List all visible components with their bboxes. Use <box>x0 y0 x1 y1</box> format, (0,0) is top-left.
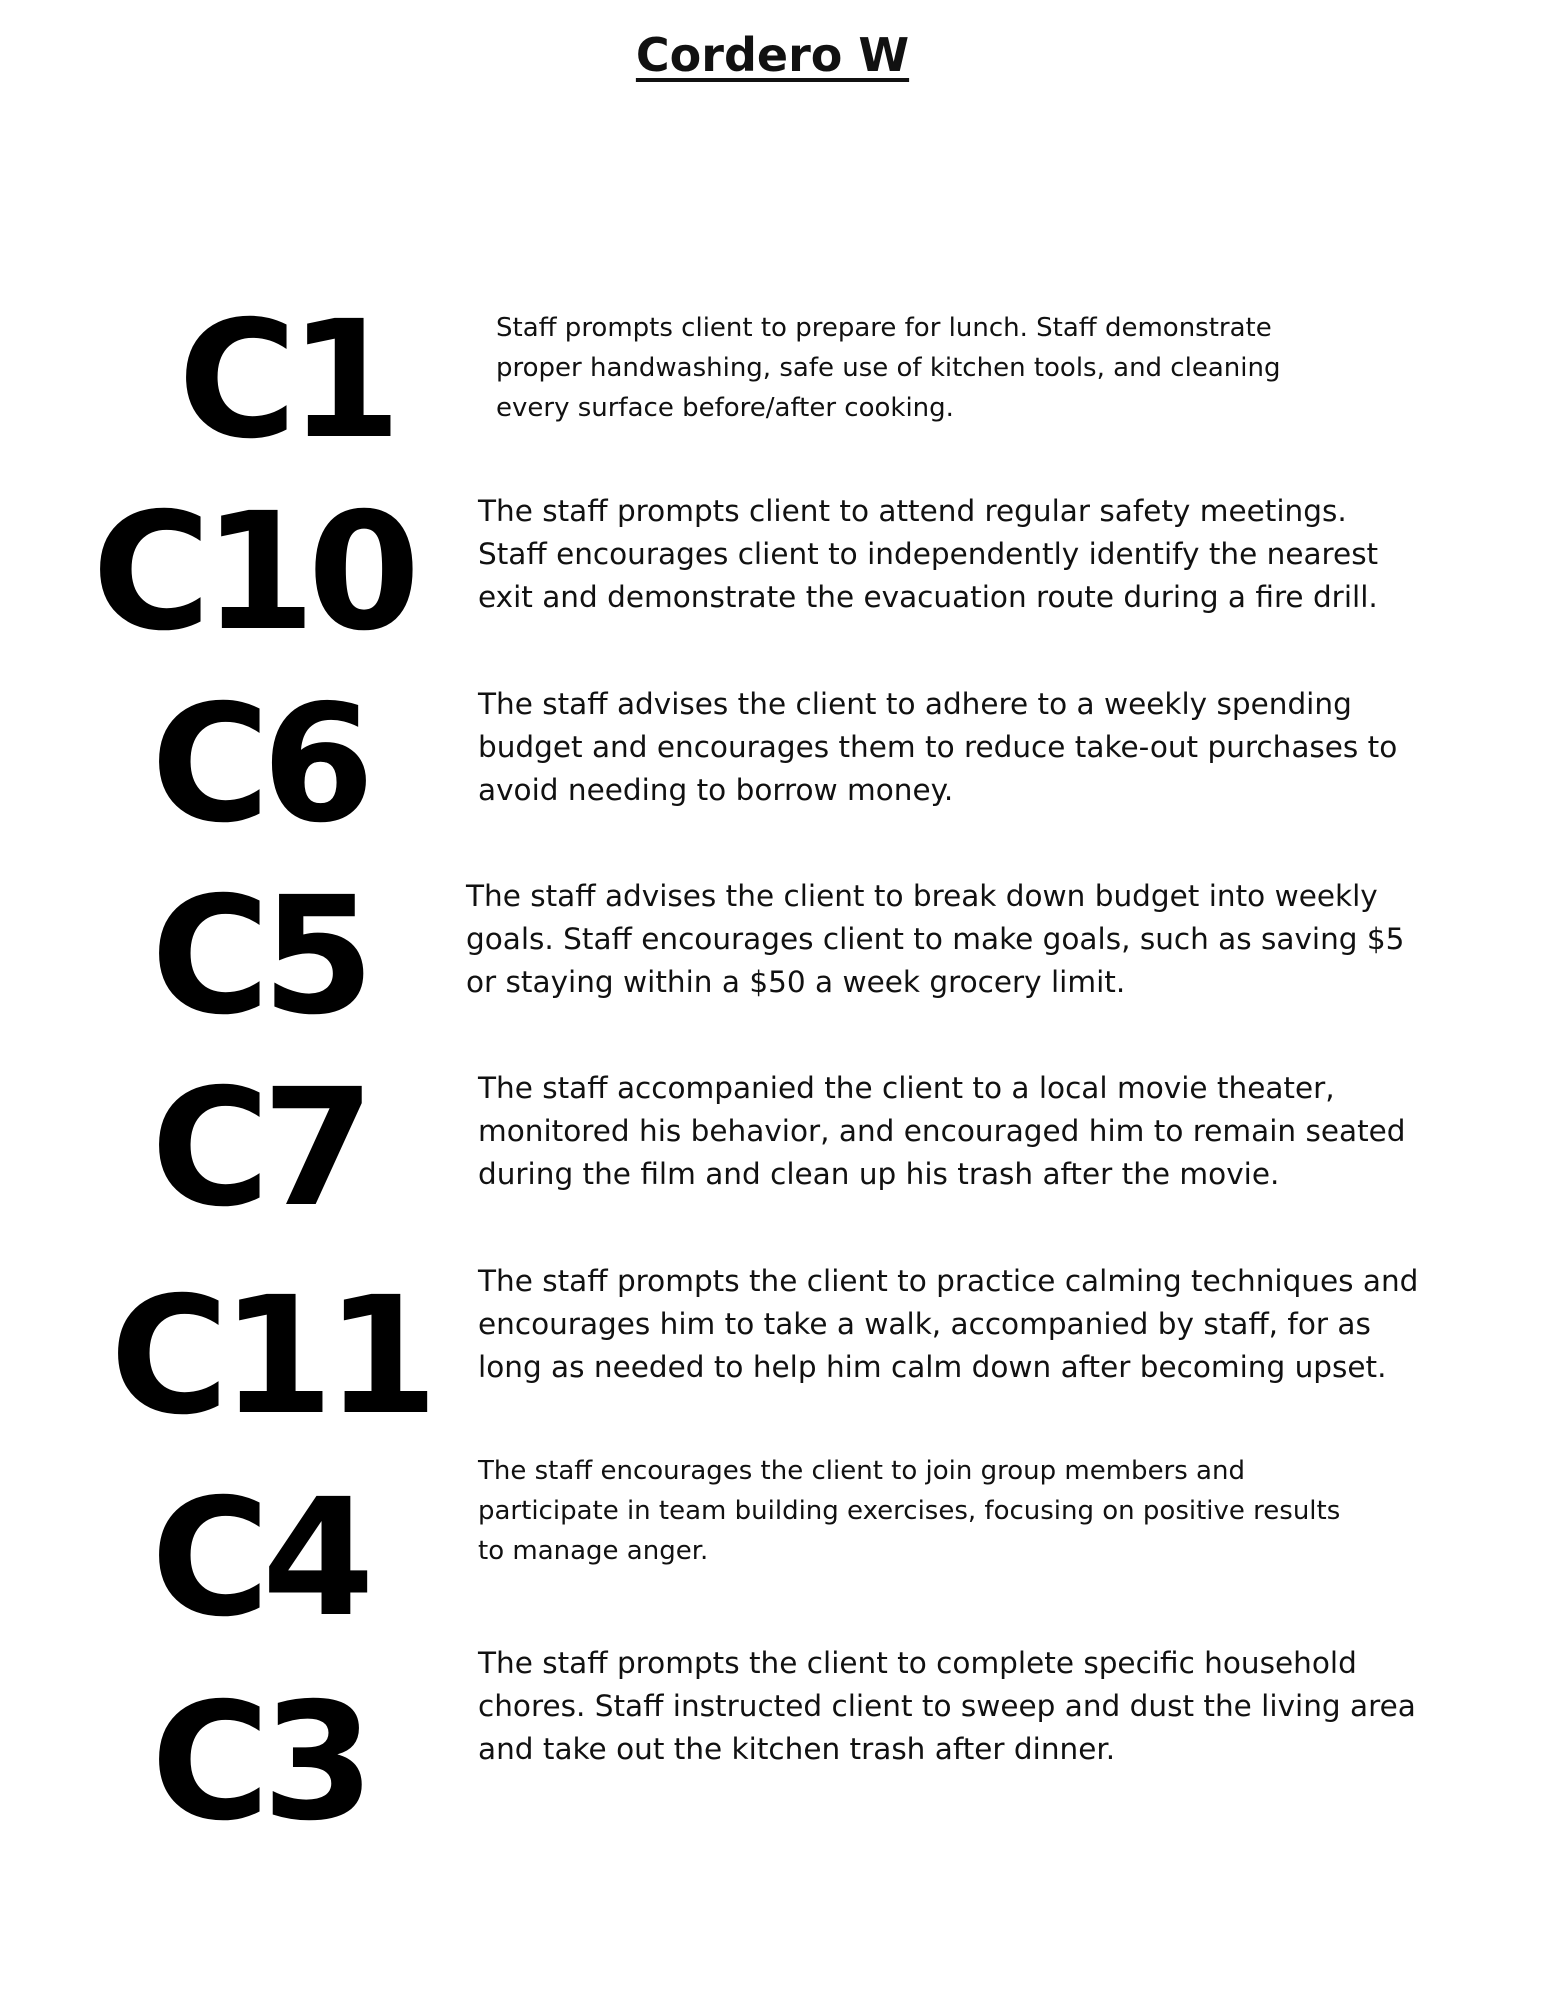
code-label-c3: C3 <box>151 1669 367 1857</box>
description-c4 <box>478 1451 1340 1571</box>
description-c6 <box>478 683 1397 812</box>
description-line: participate in team building exercises, focusing on positive results <box>478 1496 1341 1526</box>
description-c5 <box>466 875 1404 1004</box>
code-label-c7: C7 <box>151 1055 367 1243</box>
code-label-c6: C6 <box>151 671 367 859</box>
description-line: proper handwashing, safe use of kitchen tools, and cleaning <box>496 353 1281 383</box>
description-c10 <box>478 490 1378 619</box>
description-line: The staff prompts the client to complete specific household <box>478 1646 1357 1680</box>
code-label-c10: C10 <box>92 479 413 667</box>
description-line: every surface before/after cooking. <box>496 393 954 423</box>
description-line: Staff prompts client to prepare for lunch. Staff demonstrate <box>496 313 1272 343</box>
description-c1 <box>496 308 1280 428</box>
description-line: The staff advises the client to break down budget into weekly <box>466 879 1378 913</box>
page-title: Cordero W <box>635 28 910 82</box>
description-line: Staff encourages client to independently identify the nearest <box>478 537 1379 571</box>
description-line: monitored his behavior, and encouraged him to remain seated <box>478 1114 1406 1148</box>
description-line: encourages him to take a walk, accompanied by staff, for as <box>478 1307 1371 1341</box>
description-line: budget and encourages them to reduce take-out purchases to <box>478 730 1398 764</box>
description-line: and take out the kitchen trash after dinner. <box>478 1732 1116 1766</box>
code-label-c1: C1 <box>178 287 394 475</box>
description-line: The staff prompts the client to practice calming techniques and <box>478 1264 1419 1298</box>
description-line: chores. Staff instructed client to sweep and dust the living area <box>478 1689 1416 1723</box>
description-line: to manage anger. <box>478 1536 709 1566</box>
description-line: The staff prompts client to attend regular safety meetings. <box>478 494 1347 528</box>
description-c7 <box>478 1067 1406 1196</box>
description-line: or staying within a $50 a week grocery limit. <box>466 965 1126 999</box>
description-line: long as needed to help him calm down after becoming upset. <box>478 1350 1387 1384</box>
code-label-c11: C11 <box>110 1263 431 1451</box>
description-c11 <box>478 1260 1418 1389</box>
code-label-c4: C4 <box>151 1465 367 1653</box>
description-line: goals. Staff encourages client to make goals, such as saving $5 <box>466 922 1405 956</box>
description-line: The staff advises the client to adhere to a weekly spending <box>478 687 1352 721</box>
description-line: exit and demonstrate the evacuation route during a fire drill. <box>478 580 1378 614</box>
description-line: during the film and clean up his trash after the movie. <box>478 1157 1280 1191</box>
description-line: avoid needing to borrow money. <box>478 773 954 807</box>
description-line: The staff accompanied the client to a local movie theater, <box>478 1071 1335 1105</box>
code-label-c5: C5 <box>151 863 367 1051</box>
description-c3 <box>478 1642 1416 1771</box>
description-line: The staff encourages the client to join group members and <box>478 1456 1245 1486</box>
